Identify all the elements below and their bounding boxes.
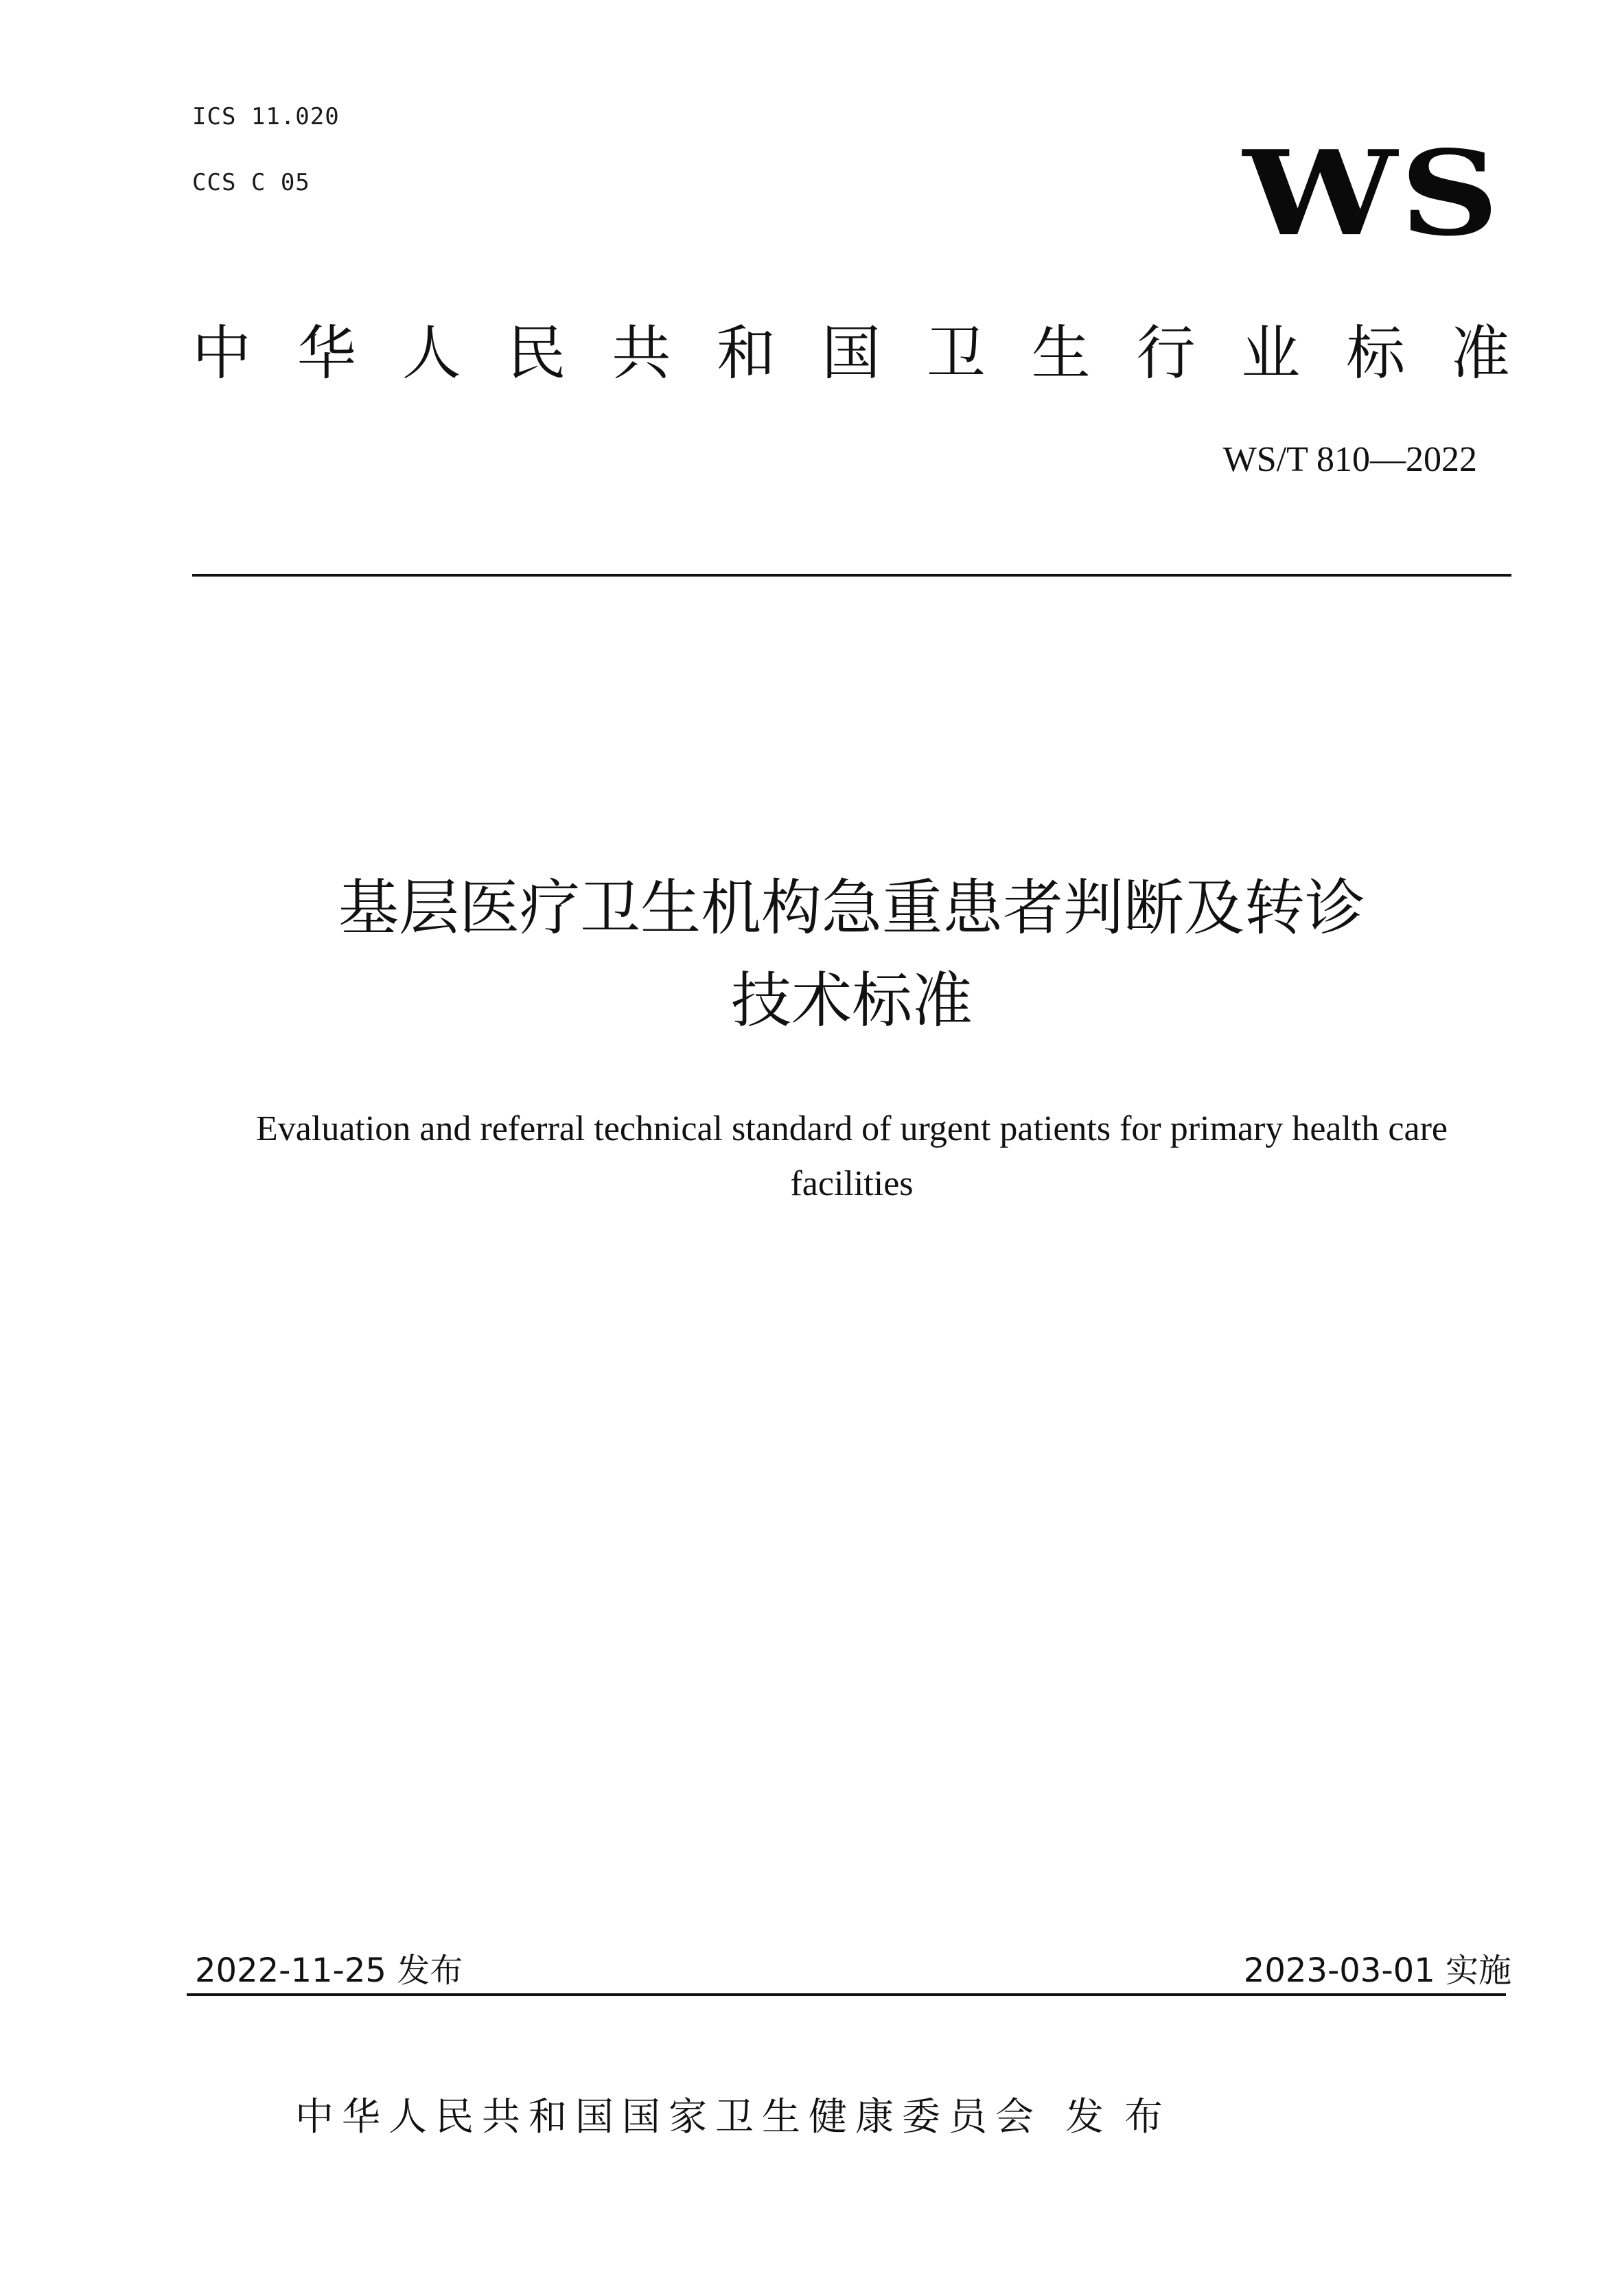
standard-class-char: 共 — [612, 319, 671, 388]
ws-logo: WS — [1242, 125, 1502, 262]
standard-class-char: 标 — [1346, 319, 1406, 388]
standard-class-char: 准 — [1450, 319, 1510, 388]
effective-date: 2023-03-01 实施 — [1243, 1951, 1511, 1990]
standard-class-title — [192, 316, 1510, 391]
standard-class-char: 国 — [821, 319, 881, 388]
standard-class-char: 中 — [192, 319, 251, 388]
standard-class-char: 业 — [1241, 319, 1301, 388]
publish-date: 2022-11-25 发布 — [195, 1951, 463, 1990]
issuer-name: 中华人民共和国国家卫生健康委员会 — [295, 2095, 1042, 2140]
chinese-title-line2: 技术标准 — [730, 965, 973, 1036]
issuer-line — [295, 2087, 1183, 2142]
chinese-title — [192, 861, 1511, 1047]
ics-code: ICS 11.020 — [192, 103, 340, 130]
ccs-code: CCS C 05 — [192, 169, 310, 196]
standard-class-char: 行 — [1136, 319, 1196, 388]
chinese-title-line1: 基层医疗卫生机构急重患者判断及转诊 — [338, 872, 1365, 943]
bottom-divider — [187, 1993, 1506, 1996]
standard-class-char: 人 — [402, 319, 461, 388]
standard-class-char: 和 — [717, 319, 776, 388]
issuer-suffix: 发布 — [1065, 2095, 1183, 2140]
english-title: Evaluation and referral technical standard of urgent patients for primary health care facilities — [256, 1109, 1448, 1203]
standard-number: WS/T 810—2022 — [1222, 440, 1477, 479]
top-divider — [192, 574, 1511, 577]
standard-class-char: 卫 — [926, 319, 986, 388]
standard-class-char: 华 — [297, 319, 356, 388]
standard-class-char: 生 — [1031, 319, 1091, 388]
standard-class-char: 民 — [507, 319, 566, 388]
